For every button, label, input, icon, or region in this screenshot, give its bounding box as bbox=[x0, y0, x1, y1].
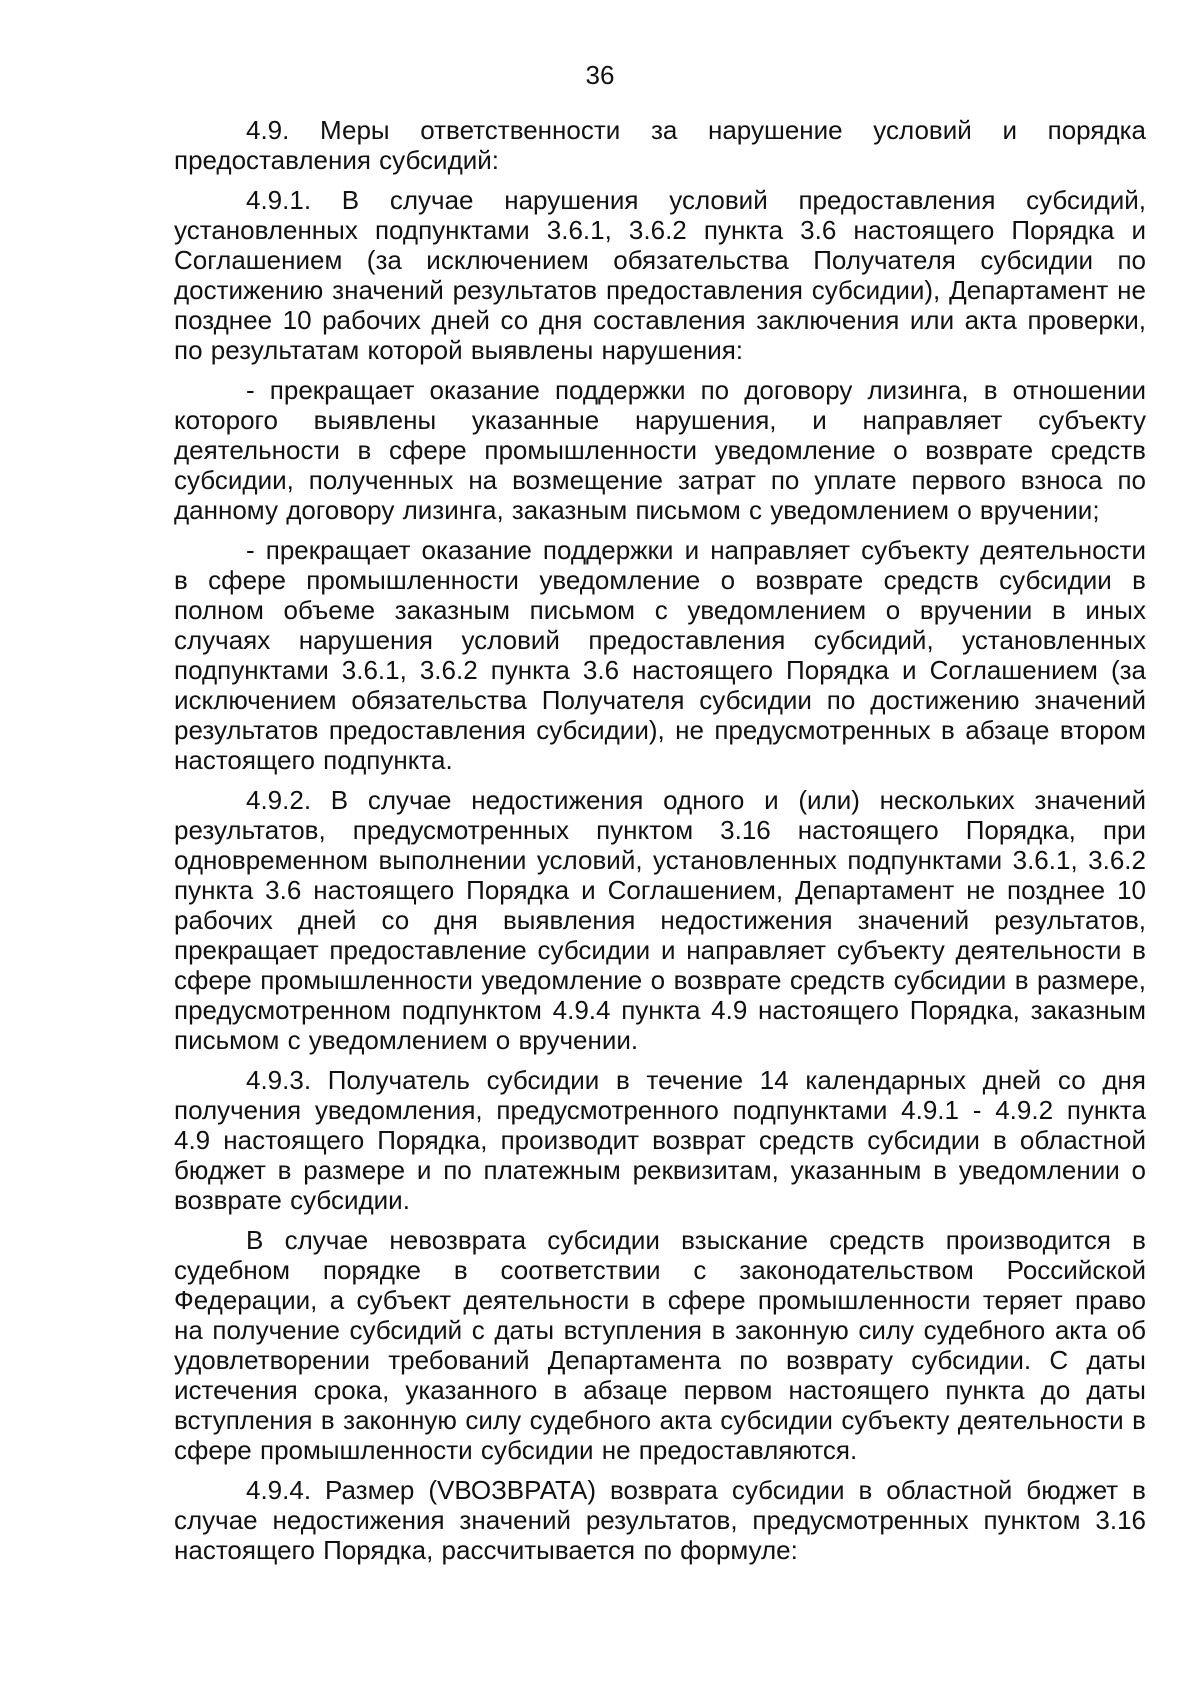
page-number: 36 bbox=[585, 60, 615, 90]
paragraph-4-9-2: 4.9.2. В случае недостижения одного и (или) нескольких значений результатов, предусмотренных пунктом 3.16 настоящего Порядка, при одновременном выполнении условий, установленных подпунктами 3.6.1, 3.6.2 пункта 3.6 настоящего Порядка и Соглашением, Департамент не позднее 10 рабочих дней со дня выявления недостижения значений результатов, прекращает предоставление субсидии и направляет субъекту деятельности в сфере промышленности уведомление о возврате средств субсидии в размере, предусмотренном подпунктом 4.9.4 пункта 4.9 настоящего Порядка, заказным письмом с уведомлением о вручении. bbox=[174, 785, 1146, 1055]
paragraph-4-9-3-continuation: В случае невозврата субсидии взыскание средств производится в судебном порядке в соответствии с законодательством Российской Федерации, а субъект деятельности в сфере промышленности теряет право на получение субсидий с даты вступления в законную силу судебного акта об удовлетворении требований Департамента по возврату субсидии. С даты истечения срока, указанного в абзаце первом настоящего пункта до даты вступления в законную силу судебного акта субсидии субъекту деятельности в сфере промышленности субсидии не предоставляются. bbox=[174, 1225, 1146, 1465]
paragraph-4-9-1: 4.9.1. В случае нарушения условий предоставления субсидий, установленных подпунктами 3.6.1, 3.6.2 пункта 3.6 настоящего Порядка и Соглашением (за исключением обязательства Получателя субсидии по достижению значений результатов предоставления субсидии), Департамент не позднее 10 рабочих дней со дня составления заключения или акта проверки, по результатам которой выявлены нарушения: bbox=[174, 185, 1146, 365]
paragraph-4-9-3: 4.9.3. Получатель субсидии в течение 14 календарных дней со дня получения уведомления, предусмотренного подпунктами 4.9.1 - 4.9.2 пункта 4.9 настоящего Порядка, производит возврат средств субсидии в областной бюджет в размере и по платежным реквизитам, указанным в уведомлении о возврате субсидии. bbox=[174, 1065, 1146, 1215]
paragraph-4-9-4: 4.9.4. Размер (VВОЗВРАТА) возврата субсидии в областной бюджет в случае недостижения значений результатов, предусмотренных пунктом 3.16 настоящего Порядка, рассчитывается по формуле: bbox=[174, 1475, 1146, 1565]
document-body bbox=[174, 115, 1146, 1565]
paragraph-4-9-1-item-1: - прекращает оказание поддержки по договору лизинга, в отношении которого выявлены указанные нарушения, и направляет субъекту деятельности в сфере промышленности уведомление о возврате средств субсидии, полученных на возмещение затрат по уплате первого взноса по данному договору лизинга, заказным письмом с уведомлением о вручении; bbox=[174, 375, 1146, 525]
paragraph-4-9-1-item-2: - прекращает оказание поддержки и направляет субъекту деятельности в сфере промышленности уведомление о возврате средств субсидии в полном объеме заказным письмом с уведомлением о вручении в иных случаях нарушения условий предоставления субсидий, установленных подпунктами 3.6.1, 3.6.2 пункта 3.6 настоящего Порядка и Соглашением (за исключением обязательства Получателя субсидии по достижению значений результатов предоставления субсидии), не предусмотренных в абзаце втором настоящего подпункта. bbox=[174, 535, 1146, 775]
paragraph-4-9-heading: 4.9. Меры ответственности за нарушение условий и порядка предоставления субсидий: bbox=[174, 115, 1146, 175]
